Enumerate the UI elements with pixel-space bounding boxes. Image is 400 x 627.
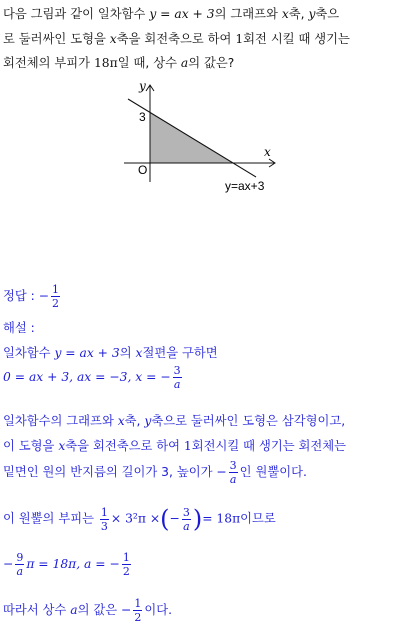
text-segment: 축으로 둘러싸인 도형은 삼각형이고, [151, 414, 346, 428]
number: 1 [183, 439, 192, 453]
variable-x: x [58, 439, 66, 453]
fraction [15, 551, 24, 578]
answer-label: 정답 : [3, 289, 35, 303]
sign: − [3, 557, 14, 571]
numerator: 3 [182, 505, 190, 519]
denominator: a [16, 565, 24, 578]
explanation-label: 해설 : [3, 321, 35, 335]
denominator: a [229, 473, 237, 486]
solution-step-6 [3, 505, 276, 533]
question-line-2 [3, 27, 399, 52]
denominator: a [183, 519, 190, 533]
denominator: 2 [134, 611, 142, 624]
denominator: 3 [100, 519, 108, 533]
text-segment: 절편을 구하면 [142, 346, 218, 360]
variable-a: a [70, 603, 78, 617]
text-segment: 이다. [144, 603, 172, 617]
text-segment: 따라서 상수 [3, 603, 71, 617]
text-segment: 축, [124, 414, 145, 428]
solution-step-7 [3, 551, 133, 578]
denominator: 2 [122, 565, 130, 578]
origin-label: O [138, 163, 148, 177]
expression: × 3²π × [110, 511, 161, 526]
text-segment: 일차함수 [3, 346, 55, 360]
solution-step-1 [3, 343, 218, 361]
question-text-segment: 의 값은? [188, 56, 235, 70]
text-segment: 일차함수의 그래프와 [3, 414, 118, 428]
left-paren: ( [160, 505, 170, 533]
numerator: 1 [134, 597, 142, 610]
y-axis-label: y [139, 79, 146, 93]
fraction [173, 364, 182, 391]
question-text-segment: 로 둘러싸인 도형을 [3, 31, 110, 46]
question-text-segment: 의 그래프와 [214, 7, 282, 21]
text-segment: 이 도형을 [3, 439, 59, 453]
variable-y: y [308, 7, 316, 21]
variable-x: x [281, 7, 289, 21]
fraction [133, 597, 142, 624]
variable-x: x [109, 31, 117, 46]
question-text-segment: 회전체의 부피가 [3, 56, 94, 70]
volume-value: 18π [93, 56, 118, 70]
text-segment: 인 원뿔이다. [239, 465, 307, 479]
fraction [100, 506, 109, 533]
numerator: 1 [100, 505, 108, 519]
expression: = 18π [202, 511, 241, 526]
equation: y = ax + 3 [54, 346, 120, 360]
denominator: 2 [52, 297, 60, 310]
equation: 0 = ax + 3, ax = −3, x = − [3, 370, 171, 384]
solution-conclusion [3, 597, 172, 624]
question-text-segment: 축, [288, 7, 309, 21]
text-segment: 회전시킬 때 생기는 회전체는 [191, 439, 347, 453]
graph-figure [118, 78, 288, 196]
question-text-segment: 다음 그림과 같이 일차함수 [3, 7, 150, 21]
question-text [3, 2, 399, 76]
question-text-segment: 축을 회전축으로 하여 [116, 31, 236, 46]
numerator: 1 [52, 283, 60, 296]
answer-fraction [51, 283, 60, 310]
question-text-segment: 축으 [315, 7, 340, 21]
numerator: 9 [16, 551, 24, 564]
solution-step-5 [3, 459, 307, 486]
variable-a: a [180, 56, 189, 70]
right-paren: ) [192, 505, 203, 533]
question-text-segment: 일 때, 상수 [117, 56, 181, 70]
fraction [229, 459, 238, 486]
text-segment: 축을 회전축으로 하여 [65, 439, 184, 453]
variable-x: x [135, 346, 143, 360]
text-segment: 밑면인 원의 반지름의 길이가 3, 높이가 − [3, 465, 227, 479]
text-segment: 의 [119, 346, 136, 360]
x-axis-label: x [264, 145, 271, 159]
numerator: 3 [229, 459, 237, 472]
question-line-1 [3, 2, 399, 27]
denominator: a [173, 378, 181, 391]
question-text-segment: 회전 시킬 때 생기는 [243, 31, 350, 46]
sign: − [169, 511, 180, 526]
y-intercept-label: 3 [139, 110, 146, 124]
text-segment: 의 값은 − [77, 603, 132, 617]
question-line-3 [3, 51, 399, 76]
text-segment: 이므로 [240, 511, 276, 526]
answer-line [3, 283, 62, 310]
text-segment: 이 원뿔의 부피는 [3, 511, 98, 526]
numerator: 3 [173, 364, 181, 377]
variable-x: x [117, 414, 125, 428]
equation: π = 18π, a = − [26, 557, 120, 571]
fraction [122, 551, 131, 578]
numerator: 1 [122, 551, 130, 564]
fraction [182, 506, 191, 533]
solution-step-2 [3, 364, 184, 391]
solution-step-3 [3, 411, 345, 429]
solution-step-4 [3, 436, 346, 454]
sign: − [38, 289, 50, 303]
variable-y: y [144, 414, 152, 428]
number: 1 [235, 31, 244, 46]
equation: y = ax + 3 [149, 7, 215, 21]
line-equation-label: y=ax+3 [225, 179, 265, 193]
